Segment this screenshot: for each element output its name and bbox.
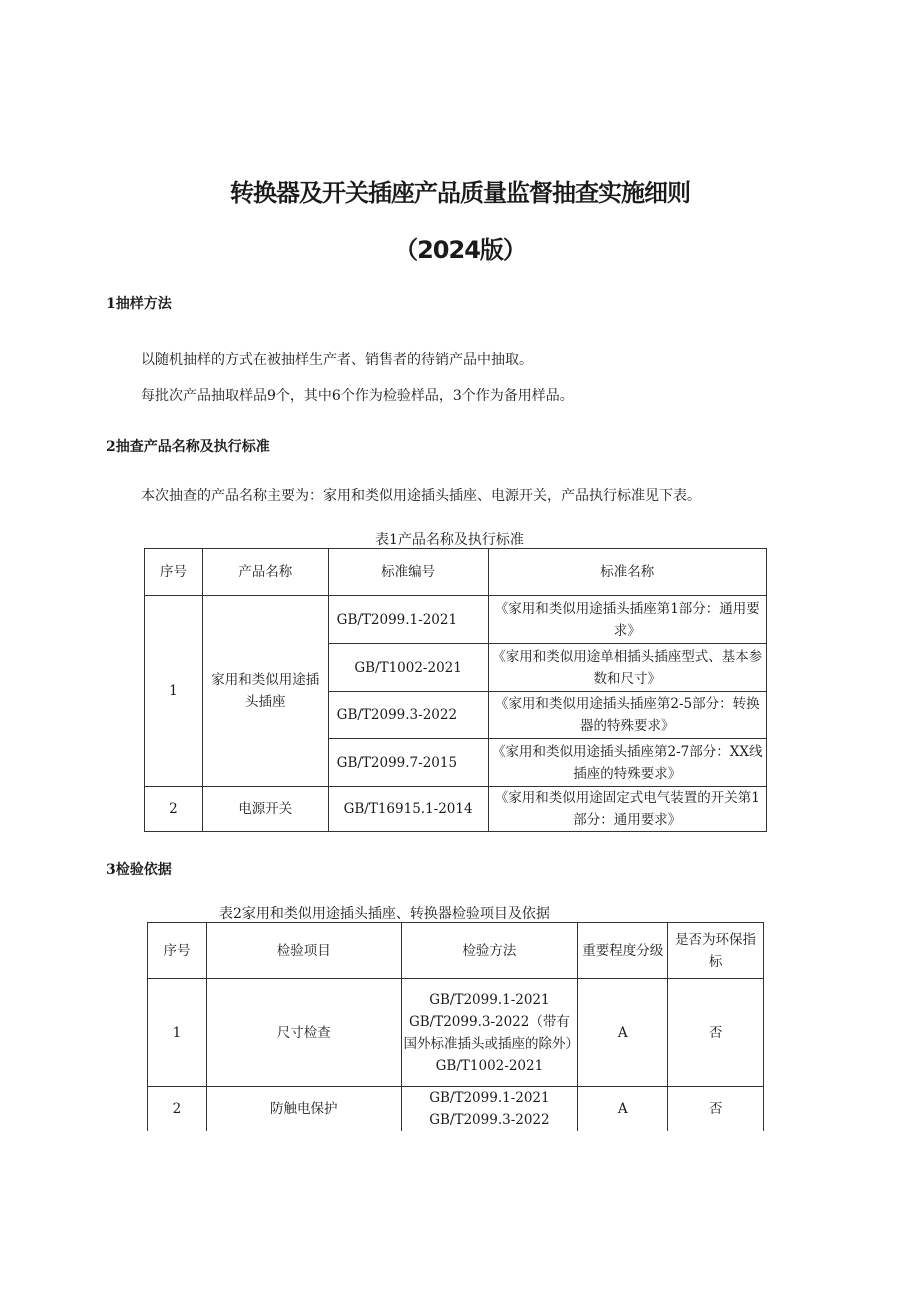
section-1-paragraph-1: 以随机抽样的方式在被抽样生产者、销售者的待销产品中抽取。 [141, 352, 533, 368]
table-1-caption: 表1产品名称及执行标准 [375, 532, 524, 548]
inspection-item: 尺寸检查 [206, 979, 401, 1087]
table-header-row [148, 923, 764, 979]
inspection-method [401, 1087, 578, 1132]
row-number: 2 [145, 787, 203, 832]
importance-grade: A [578, 1087, 668, 1132]
header-cell: 序号 [148, 923, 207, 979]
method-line: GB/T2099.1-2021 [429, 991, 550, 1008]
header-cell: 检验方法 [401, 923, 578, 979]
section-1-heading: 1抽样方法 [106, 296, 172, 312]
inspection-item: 防触电保护 [206, 1087, 401, 1132]
inspection-table [147, 922, 764, 1131]
row-number: 2 [148, 1087, 207, 1132]
standard-code: GB/T2099.7-2015 [328, 739, 488, 787]
method-line: GB/T2099.3-2022（带有国外标准插头或插座的除外） [403, 1013, 580, 1052]
header-cell: 是否为环保指标 [668, 923, 764, 979]
method-line: GB/T2099.1-2021 [429, 1090, 550, 1106]
importance-grade: A [578, 979, 668, 1087]
header-cell: 标准名称 [488, 549, 766, 596]
section-3-heading: 3检验依据 [106, 862, 172, 878]
header-cell: 序号 [145, 549, 203, 596]
section-2-paragraph: 本次抽查的产品名称主要为：家用和类似用途插头插座、电源开关，产品执行标准见下表。 [141, 488, 701, 504]
product-name: 电源开关 [202, 787, 328, 832]
standard-name: 《家用和类似用途插头插座第1部分：通用要求》 [488, 596, 766, 644]
inspection-method [401, 979, 578, 1087]
standard-name: 《家用和类似用途插头插座第2-5部分：转换器的特殊要求》 [488, 692, 766, 739]
standard-code: GB/T1002-2021 [328, 644, 488, 692]
table-row [145, 787, 767, 832]
table-row [148, 1087, 764, 1132]
standard-code: GB/T2099.1-2021 [328, 596, 488, 644]
document-title: 转换器及开关插座产品质量监督抽查实施细则 [230, 179, 690, 207]
table-2-caption: 表2家用和类似用途插头插座、转换器检验项目及依据 [219, 906, 550, 922]
method-line: GB/T2099.3-2022 [429, 1112, 550, 1128]
method-line: GB/T1002-2021 [435, 1057, 544, 1074]
standards-table [144, 548, 767, 832]
section-2-heading: 2抽查产品名称及执行标准 [106, 439, 270, 455]
header-cell: 标准编号 [328, 549, 488, 596]
header-cell: 产品名称 [202, 549, 328, 596]
section-1-paragraph-2: 每批次产品抽取样品9个，其中6个作为检验样品，3个作为备用样品。 [141, 388, 574, 404]
header-cell: 重要程度分级 [578, 923, 668, 979]
standard-code: GB/T2099.3-2022 [328, 692, 488, 739]
product-name: 家用和类似用途插头插座 [202, 596, 328, 787]
standard-code: GB/T16915.1-2014 [328, 787, 488, 832]
table-header-row [145, 549, 767, 596]
row-number: 1 [148, 979, 207, 1087]
environmental-indicator: 否 [668, 1087, 764, 1132]
standard-name: 《家用和类似用途单相插头插座型式、基本参数和尺寸》 [488, 644, 766, 692]
header-cell: 检验项目 [206, 923, 401, 979]
standard-name: 《家用和类似用途固定式电气装置的开关第1部分：通用要求》 [488, 787, 766, 832]
table-row [145, 596, 767, 644]
environmental-indicator: 否 [668, 979, 764, 1087]
standard-name: 《家用和类似用途插头插座第2-7部分：XX线插座的特殊要求》 [488, 739, 766, 787]
table-row [148, 979, 764, 1087]
document-subtitle: （2024版） [394, 236, 526, 264]
row-number: 1 [145, 596, 203, 787]
